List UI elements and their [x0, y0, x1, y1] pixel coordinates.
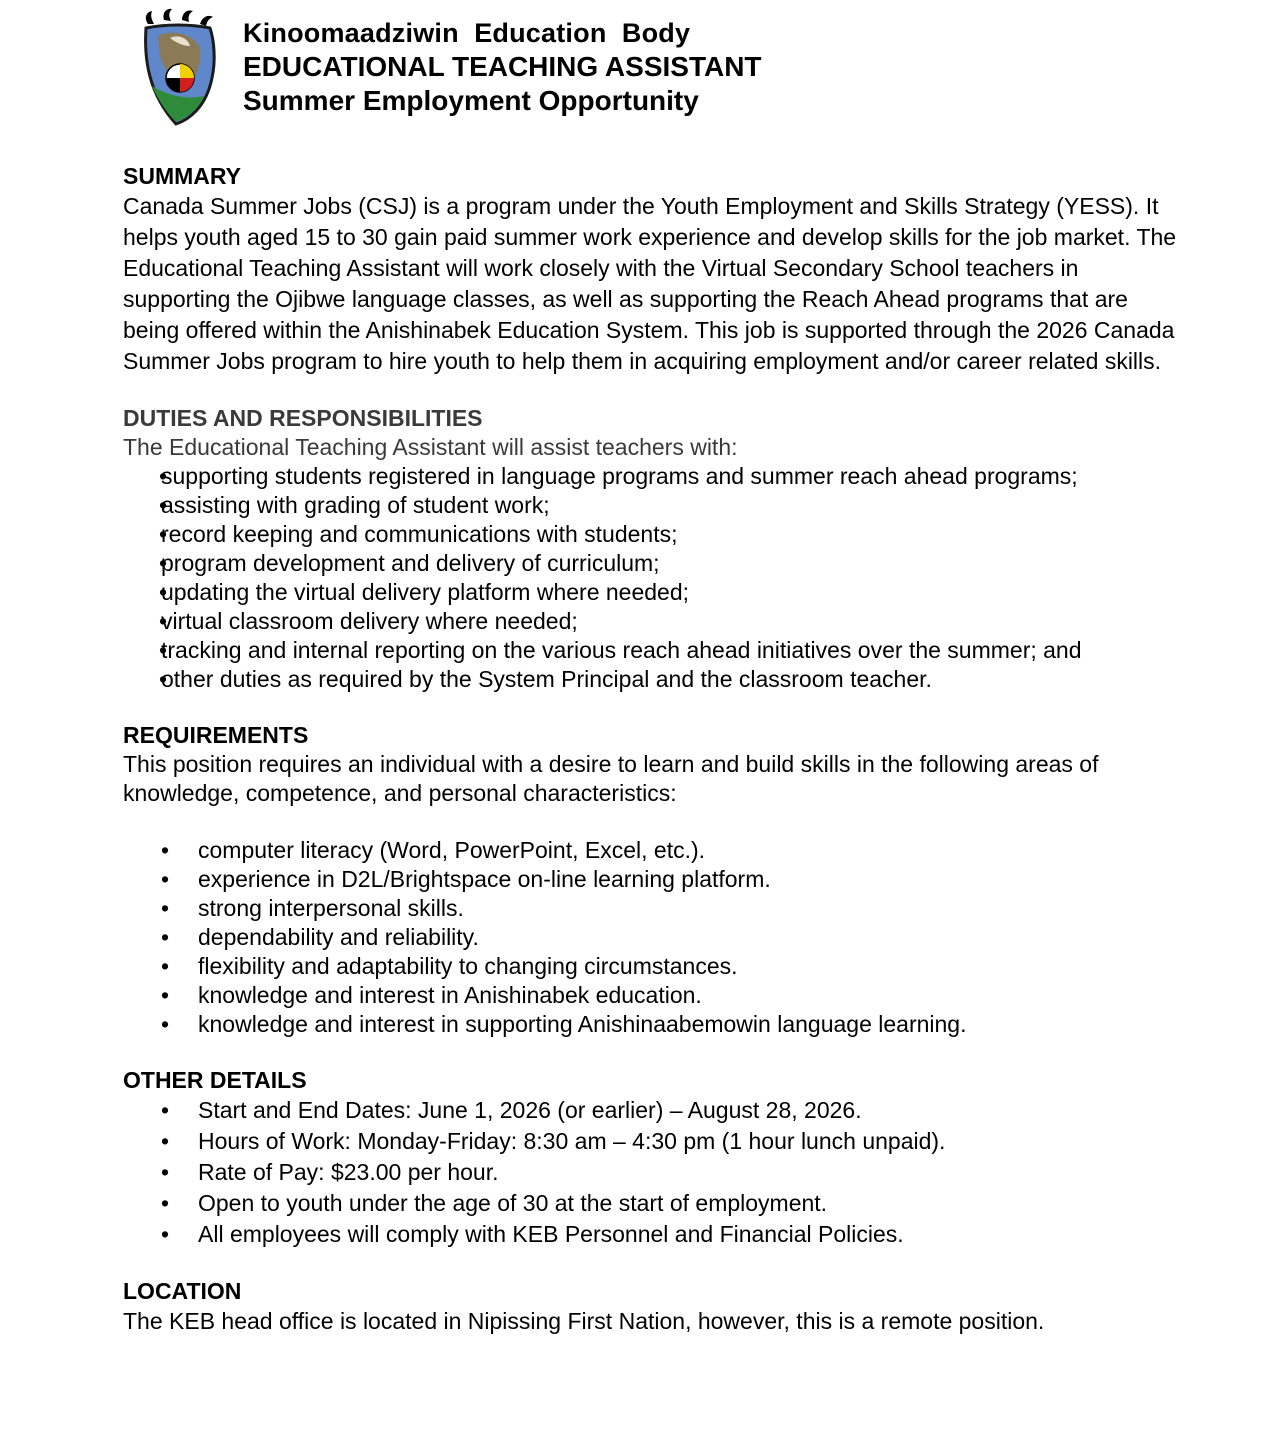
duties-section	[123, 404, 1183, 694]
list-item: • flexibility and adaptability to changing circumstances.	[123, 952, 1183, 981]
list-item: • virtual classroom delivery where needed;	[123, 607, 1183, 636]
list-item: • computer literacy (Word, PowerPoint, Excel, etc.).	[123, 836, 1183, 865]
organization-name: Kinoomaadziwin Education Body	[243, 18, 691, 48]
header-titles	[243, 16, 762, 118]
list-item: • Start and End Dates: June 1, 2026 (or earlier) – August 28, 2026.	[123, 1095, 1183, 1126]
duties-heading: DUTIES AND RESPONSIBILITIES	[123, 405, 483, 431]
list-item: • Rate of Pay: $23.00 per hour.	[123, 1157, 1183, 1188]
summary-section	[123, 162, 1183, 377]
list-item: • knowledge and interest in Anishinabek education.	[123, 981, 1183, 1010]
list-item: • Hours of Work: Monday-Friday: 8:30 am – 4:30 pm (1 hour lunch unpaid).	[123, 1126, 1183, 1157]
location-heading: LOCATION	[123, 1278, 242, 1304]
other-details-section	[123, 1066, 1183, 1250]
position-title: EDUCATIONAL TEACHING ASSISTANT	[243, 51, 762, 82]
other-details-list	[123, 1095, 1183, 1250]
list-item: • record keeping and communications with students;	[123, 520, 1183, 549]
list-item: • program development and delivery of curriculum;	[123, 549, 1183, 578]
requirements-intro: This position requires an individual with a desire to learn and build skills in the following areas of knowledge, competence, and personal characteristics:	[123, 751, 1099, 806]
list-item: • experience in D2L/Brightspace on-line learning platform.	[123, 865, 1183, 894]
list-item: • assisting with grading of student work;	[123, 491, 1183, 520]
list-item: • updating the virtual delivery platform where needed;	[123, 578, 1183, 607]
list-item: • All employees will comply with KEB Personnel and Financial Policies.	[123, 1219, 1183, 1250]
location-section	[123, 1277, 1183, 1337]
posting-subtitle: Summer Employment Opportunity	[243, 85, 699, 116]
list-item: • strong interpersonal skills.	[123, 894, 1183, 923]
duties-intro: The Educational Teaching Assistant will assist teachers with:	[123, 434, 738, 460]
list-item: • tracking and internal reporting on the various reach ahead initiatives over the summer; and	[123, 636, 1183, 665]
list-item: • knowledge and interest in supporting Anishinaabemowin language learning.	[123, 1010, 1183, 1039]
summary-text: Canada Summer Jobs (CSJ) is a program under the Youth Employment and Skills Strategy (YESS). It helps youth aged 15 to 30 gain paid summer work experience and develop skills for the job market. The Educational Teaching Assistant will work closely with the Virtual Secondary School teachers in supporting the Ojibwe language classes, as well as supporting the Reach Ahead programs that are being offered within the Anishinabek Education System. This job is supported through the 2026 Canada Summer Jobs program to hire youth to help them in acquiring employment and/or career related skills.	[123, 193, 1177, 374]
duties-list	[123, 462, 1183, 694]
other-details-heading: OTHER DETAILS	[123, 1067, 307, 1093]
summary-heading: SUMMARY	[123, 163, 241, 189]
requirements-list	[123, 836, 1183, 1039]
requirements-section	[123, 721, 1183, 1039]
location-text: The KEB head office is located in Nipissing First Nation, however, this is a remote position.	[123, 1308, 1045, 1334]
list-item: • Open to youth under the age of 30 at the start of employment.	[123, 1188, 1183, 1219]
document-body	[123, 162, 1183, 1337]
document-header	[140, 8, 1140, 128]
list-item: • dependability and reliability.	[123, 923, 1183, 952]
list-item: • supporting students registered in language programs and summer reach ahead programs;	[123, 462, 1183, 491]
requirements-heading: REQUIREMENTS	[123, 722, 309, 748]
list-item: • other duties as required by the System Principal and the classroom teacher.	[123, 665, 1183, 694]
keb-logo	[140, 8, 220, 126]
